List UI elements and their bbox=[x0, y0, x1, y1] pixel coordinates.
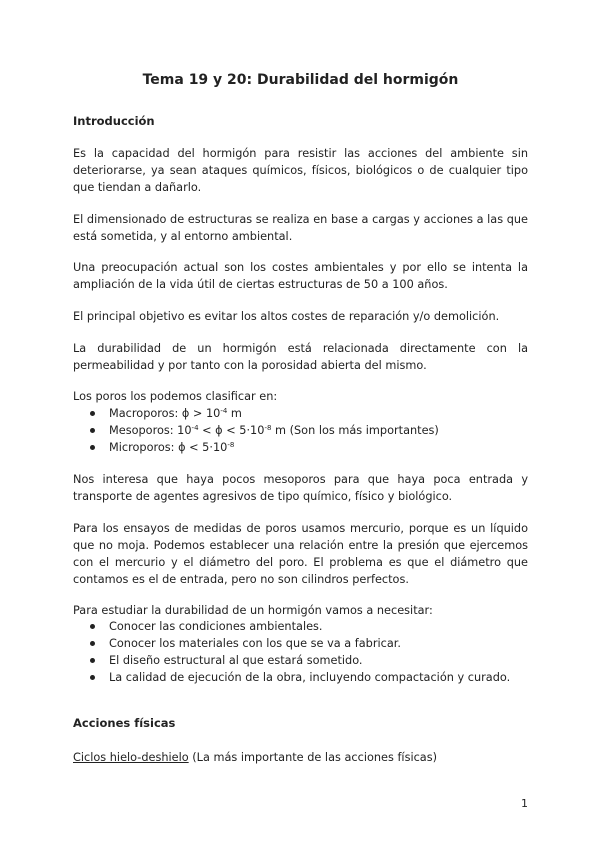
bullet-icon bbox=[90, 445, 95, 450]
bullet-icon bbox=[90, 428, 95, 433]
list-item-microporos: Microporos: $\phi < 5\cdot 10^{-8}$ bbox=[73, 439, 439, 456]
page-number: 1 bbox=[521, 797, 528, 810]
paragraph-durabilidad: La durabilidad de un hormigón está relacionada directamente con la permeabilidad y por tanto con la porosidad abierta del mismo. bbox=[73, 342, 528, 372]
paragraph-ciclos bbox=[73, 749, 528, 766]
bullet-icon bbox=[90, 624, 95, 629]
document-title: Tema 19 y 20: Durabilidad del hormigón bbox=[142, 72, 459, 88]
paragraph-objetivo: El principal objetivo es evitar los altos costes de reparación y/o demolición. bbox=[73, 310, 500, 323]
ciclos-label: Ciclos hielo-deshielo bbox=[73, 751, 189, 764]
section-heading-introduccion: Introducción bbox=[73, 114, 155, 128]
list-item: Conocer los materiales con los que se va a fabricar. bbox=[73, 635, 510, 652]
bullet-icon bbox=[90, 641, 95, 646]
list-item: El diseño estructural al que estará sometido. bbox=[73, 652, 510, 669]
bullet-icon bbox=[90, 411, 95, 416]
list-item: La calidad de ejecución de la obra, incluyendo compactación y curado. bbox=[73, 669, 510, 686]
paragraph-definition: Es la capacidad del hormigón para resistir las acciones del ambiente sin deteriorarse, ya sean ataques químicos, físicos, biológicos o de cualquier tipo que tiendan a dañarlo. bbox=[73, 147, 528, 194]
paragraph-mesoporos: Nos interesa que haya pocos mesoporos para que haya poca entrada y transporte de agentes agresivos de tipo químico, físico y biológico. bbox=[73, 473, 528, 503]
section-heading-acciones-fisicas: Acciones físicas bbox=[73, 716, 176, 730]
list-item-macroporos: Macroporos: $\phi > 10^{-4}$ m bbox=[73, 405, 439, 422]
needs-list bbox=[73, 618, 510, 686]
paragraph-mercurio: Para los ensayos de medidas de poros usamos mercurio, porque es un líquido que no moja. Podemos establecer una relación entre la presión que ejercemos con el mercurio y el diámetro del poro. El problema es que el diámetro que contamos es el de entrada, pero no son cilindros perfectos. bbox=[73, 522, 528, 586]
ciclos-note: (La más importante de las acciones físicas) bbox=[188, 751, 438, 764]
paragraph-dimensionado: El dimensionado de estructuras se realiza en base a cargas y acciones a las que está sometida, y al entorno ambiental. bbox=[73, 213, 528, 243]
bullet-icon bbox=[90, 675, 95, 680]
list-item: Conocer las condiciones ambientales. bbox=[73, 618, 510, 635]
paragraph-necesitar: Para estudiar la durabilidad de un hormigón vamos a necesitar: bbox=[73, 604, 433, 617]
paragraph-preocupacion: Una preocupación actual son los costes ambientales y por ello se intenta la ampliación de la vida útil de ciertas estructuras de 50 a 100 años. bbox=[73, 261, 528, 291]
paragraph-poros-intro: Los poros los podemos clasificar en: bbox=[73, 390, 278, 403]
pores-list bbox=[73, 405, 439, 456]
list-item-mesoporos: Mesoporos: $10^{-4} < \phi < 5\cdot 10^{-8}$ m (Son los más importantes) bbox=[73, 422, 439, 439]
bullet-icon bbox=[90, 658, 95, 663]
